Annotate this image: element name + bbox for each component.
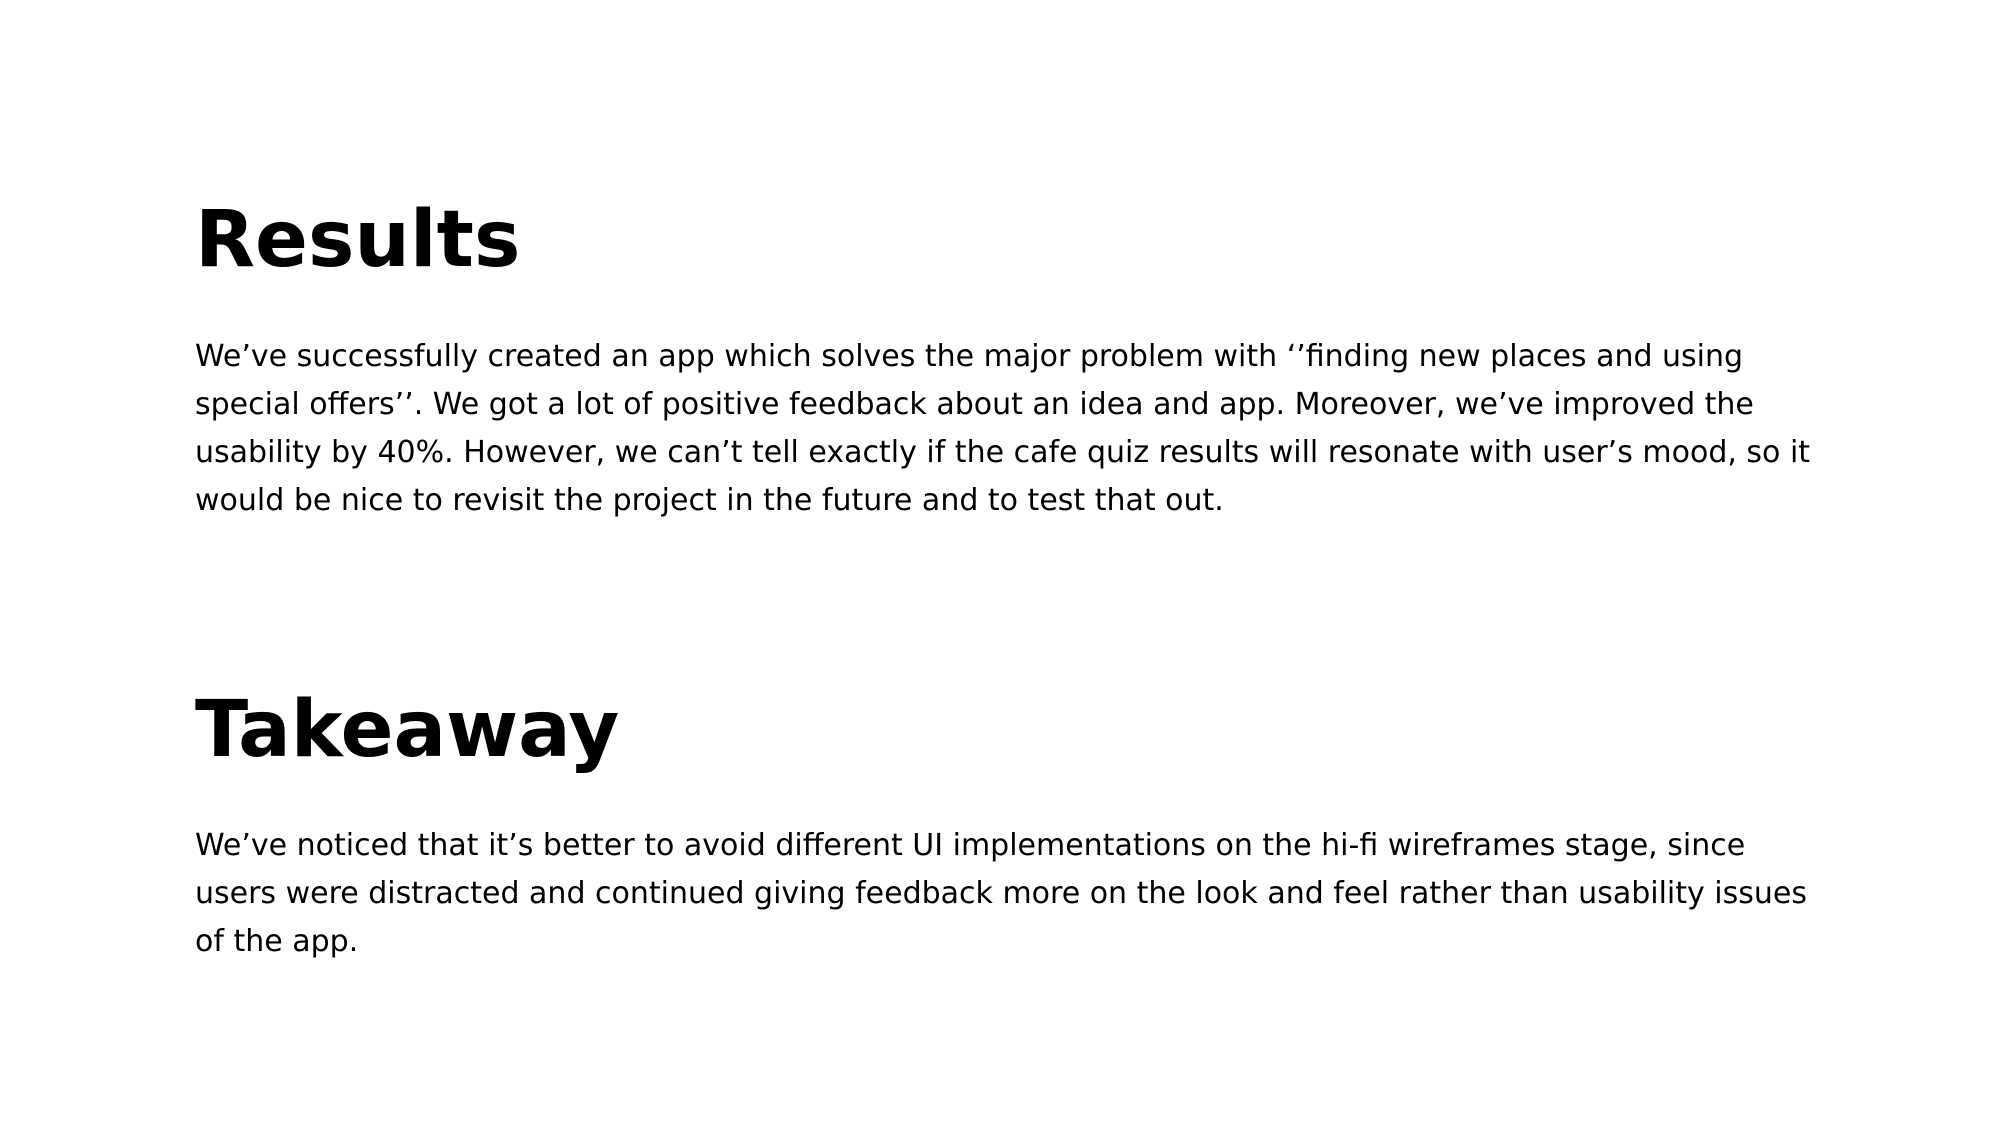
takeaway-paragraph: We’ve noticed that it’s better to avoid different UI implementations on the hi-fi wireframes stage, since users were distracted and continued giving feedback more on the look and feel rather than usability issues of the app. <box>195 828 1808 959</box>
results-heading: Results <box>195 195 521 285</box>
takeaway-heading: Takeaway <box>195 685 620 775</box>
results-paragraph: We’ve successfully created an app which solves the major problem with ‘’finding new places and using special offers’’. We got a lot of positive feedback about an idea and app. Moreover, we’ve improved the usability by 40%. However, we can’t tell exactly if the cafe quiz results will resonate with user’s mood, so it would be nice to revisit the project in the future and to test that out. <box>195 339 1811 518</box>
